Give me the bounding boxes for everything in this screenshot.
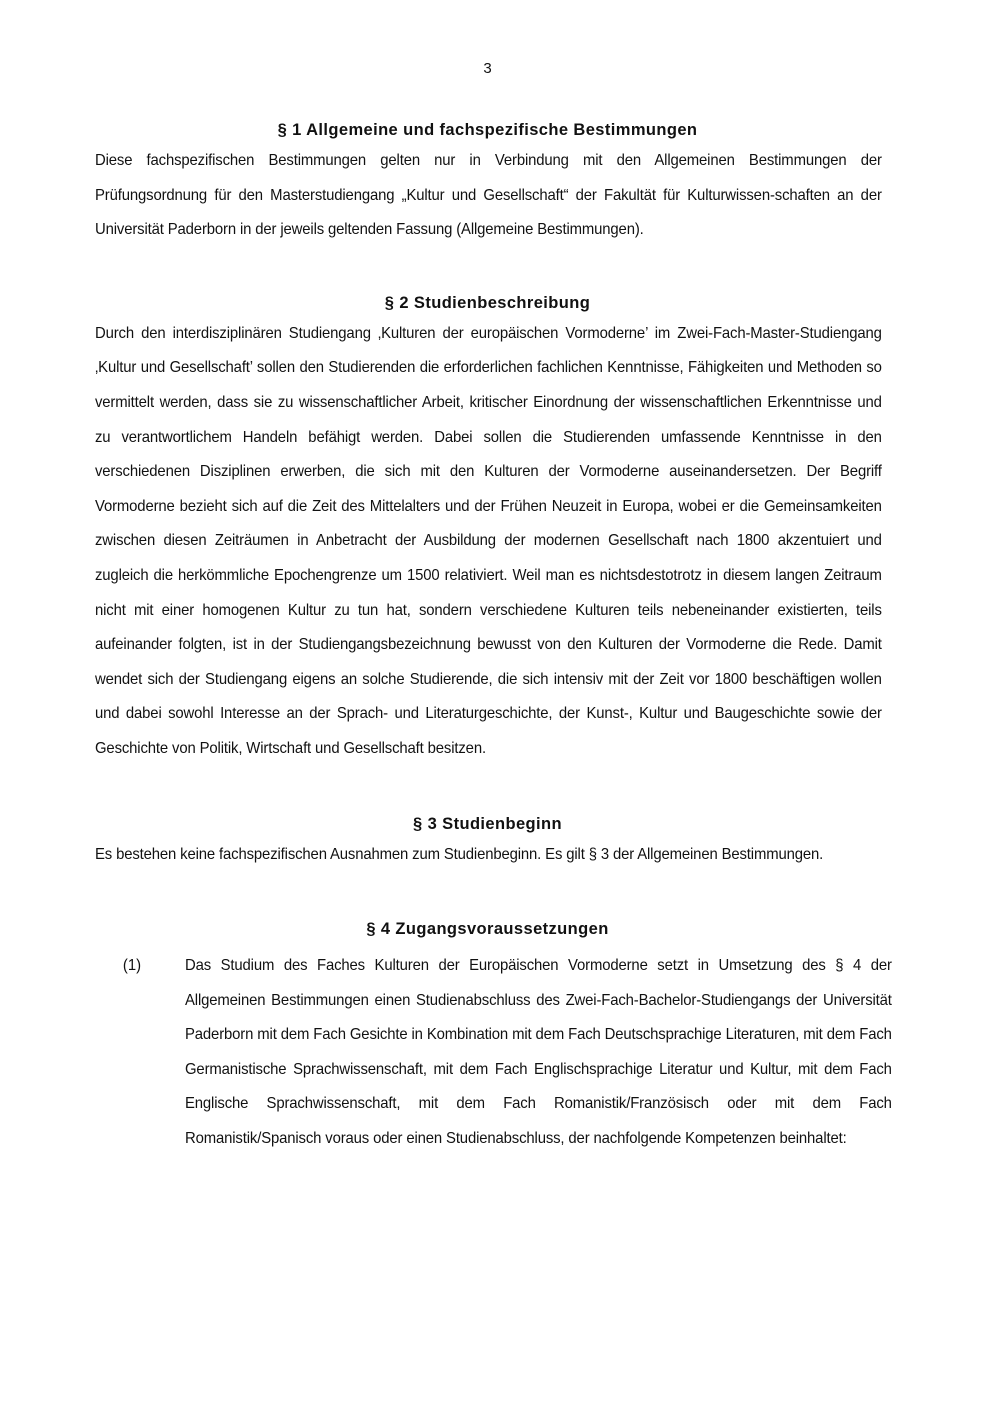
section-paragraph: Durch den interdisziplinären Studiengang ‚Kulturen der europäischen Vormoderne’ im Zwei-Fach-Master-Studiengang ‚Kultur und Gesellschaft’ sollen den Studierenden die erforderlichen fachlichen Kenntnisse, Fähigkeiten und Methoden so vermittelt werden, dass sie zu wissenschaftlicher Arbeit, kritischer Einordnung der wissenschaftlichen Erkenntnisse und zu verantwortlichem Handeln befähigt werden. Dabei sollen die Studierenden umfassende Kenntnisse in den verschiedenen Disziplinen erwerben, die sich mit den Kulturen der Vormoderne auseinandersetzen. Der Begriff Vormoderne bezieht sich auf die Zeit des Mittelalters und der Frühen Neuzeit in Europa, wobei er die Gemeinsamkeiten zwischen diesen Zeiträumen in Anbetracht der Ausbildung der modernen Gesellschaft nach 1800 akzentuiert und zugleich die herkömmliche Epochengrenze um 1500 relativiert. Weil man es nichtsdestotrotz in diesem langen Zeitraum nicht mit einer homogenen Kultur zu tun hat, sondern verschiedene Kulturen teils nebeneinander existierten, teils aufeinander folgten, ist in der Studiengangsbezeichnung bewusst von den Kulturen der Vormoderne die Rede. Damit wendet sich der Studiengang eigens an solche Studierende, die sich intensiv mit der Zeit vor 1800 beschäftigen wollen und dabei sowohl Interesse an der Sprach- und Literaturgeschichte, der Kunst-, Kultur und Baugeschichte sowie der Geschichte von Politik, Wirtschaft und Gesellschaft besitzen. xyxy=(95,324,882,757)
section-heading: § 3 Studienbeginn xyxy=(413,814,562,833)
section-3 xyxy=(95,811,882,873)
section-heading: § 4 Zugangsvoraussetzungen xyxy=(366,920,609,939)
item-number: (1) xyxy=(122,957,142,975)
item-text: Das Studium des Faches Kulturen der Europäischen Vormoderne setzt in Umsetzung des § 4 der Allgemeinen Bestimmungen einen Studienabschluss des Zwei-Fach-Bachelor-Studiengangs der Universität Paderborn mit dem Fach Gesichte in Kombination mit dem Fach Deutschsprachige Literaturen, mit dem Fach Germanistische Sprachwissenschaft, mit dem Fach Englischsprachige Literatur und Kultur, mit dem Fach Englische Sprachwissenschaft, mit dem Fach Romanistik/Französisch oder mit dem Fach Romanistik/Spanisch voraus oder einen Studienabschluss, der nachfolgende Kompetenzen beinhaltet: xyxy=(185,957,892,1148)
section-4 xyxy=(95,916,892,1157)
section-paragraph: Diese fachspezifischen Bestimmungen gelten nur in Verbindung mit den Allgemeinen Bestimmungen der Prüfungsordnung für den Masterstudiengang „Kultur und Gesellschaft“ der Fakultät für Kulturwissen-schaften an der Universität Paderborn in der jeweils geltenden Fassung (Allgemeine Bestimmungen). xyxy=(95,152,882,239)
section-2 xyxy=(95,290,882,767)
document-body xyxy=(95,117,892,1157)
section-paragraph: Es bestehen keine fachspezifischen Ausnahmen zum Studienbeginn. Es gilt § 3 der Allgemeinen Bestimmungen. xyxy=(95,845,824,863)
section-heading: § 2 Studienbeschreibung xyxy=(384,293,591,312)
numbered-item xyxy=(95,949,892,1157)
page-number: 3 xyxy=(483,60,492,77)
section-heading: § 1 Allgemeine und fachspezifische Bestimmungen xyxy=(277,121,698,139)
section-1 xyxy=(95,117,882,248)
